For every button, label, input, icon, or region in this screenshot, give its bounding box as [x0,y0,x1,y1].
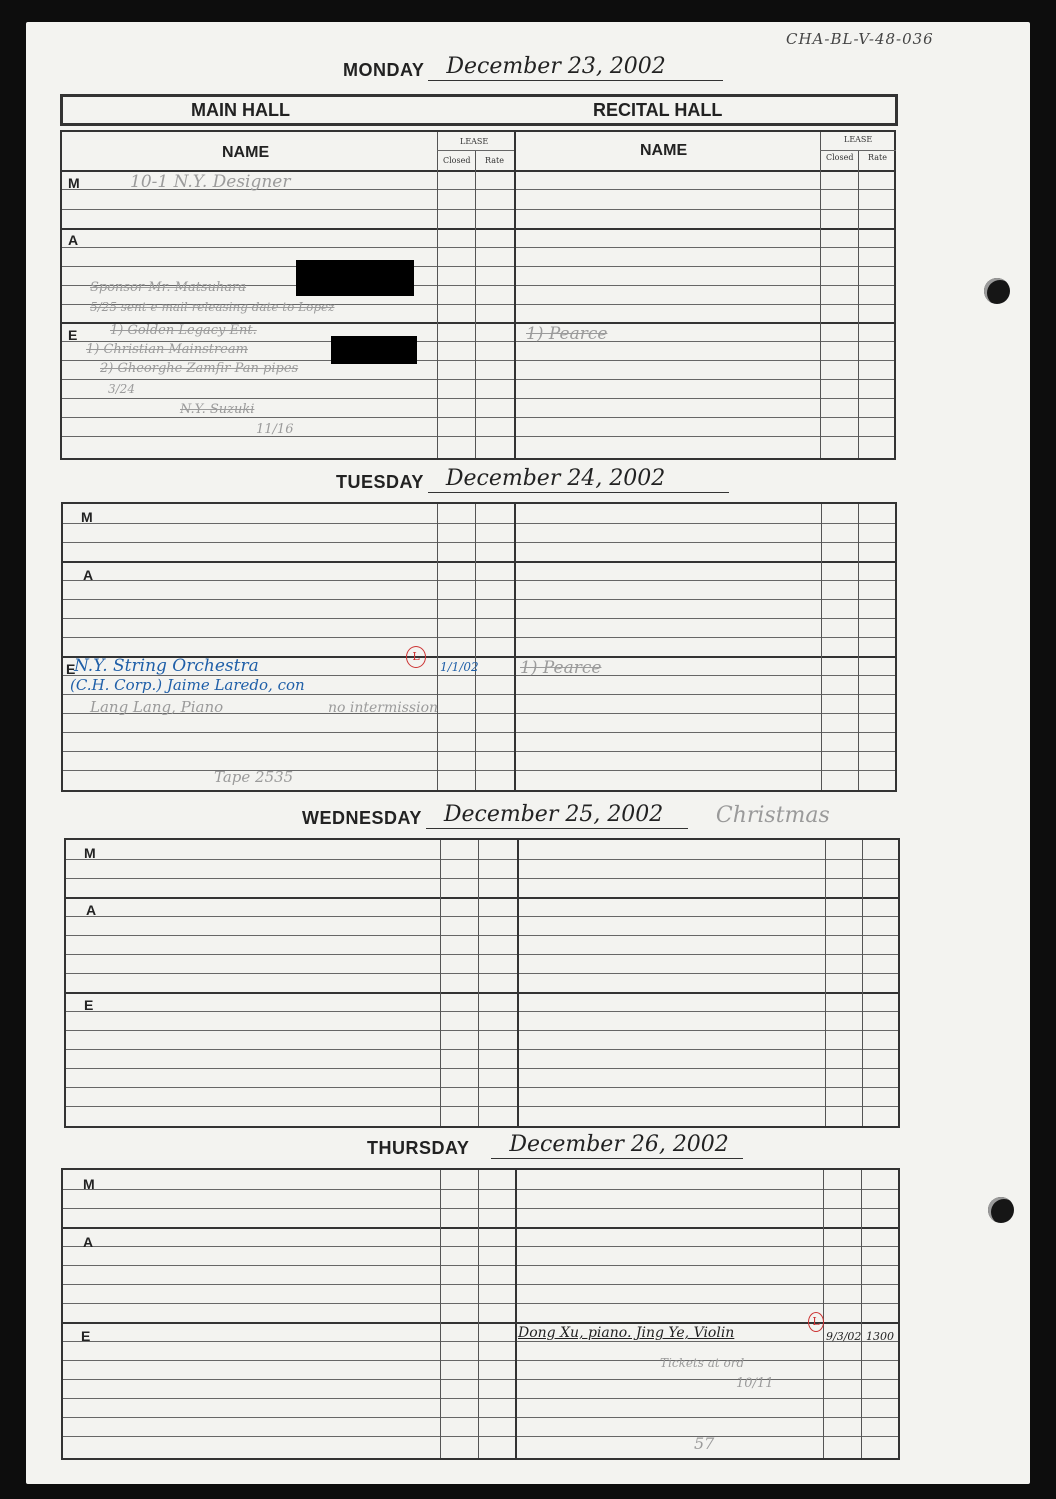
day-date: December 24, 2002 [428,466,729,493]
rate-header: Rate [868,153,887,162]
day-date: December 23, 2002 [428,54,723,81]
session-evening: E [81,1328,91,1344]
session-evening: E [84,997,94,1013]
thursday-grid [61,1168,900,1460]
punch-hole [984,278,1010,304]
main-hall-label: MAIN HALL [191,99,290,120]
rate-header: Rate [485,156,504,165]
tuesday-closed-date: 1/1/02 [440,660,479,674]
lease-header: LEASE [844,135,873,144]
redaction-block [331,336,417,364]
monday-morning-entry: 10-1 N.Y. Designer [130,172,291,192]
page-number: 57 [694,1434,715,1453]
holiday-note: Christmas [715,803,830,828]
reference-code: CHA-BL-V-48-036 [786,30,934,48]
session-evening: E [66,661,76,677]
tuesday-grid [61,502,897,792]
day-header-monday [343,54,723,81]
lease-header: LEASE [460,137,489,146]
thursday-rate: 1300 [866,1330,894,1343]
tuesday-evening-entry: (C.H. Corp.) Jaime Laredo, con [70,676,305,694]
recital-hall-label: RECITAL HALL [593,99,723,120]
session-afternoon: A [83,567,94,583]
monday-entry-line: 5/25 sent e-mail releasing date to Lopez [90,300,335,314]
session-morning: M [68,175,80,191]
thursday-recital-entry: Dong Xu, piano. Jing Ye, Violin [518,1325,735,1341]
session-morning: M [81,509,93,525]
monday-evening-entry: 1) Golden Legacy Ent. [110,323,257,338]
tuesday-evening-entry: Lang Lang, Piano [90,698,224,716]
session-evening: E [68,327,78,343]
day-date: December 25, 2002 [426,802,688,829]
monday-evening-entry: 1) Christian Mainstream [86,342,248,357]
monday-evening-entry: 3/24 [108,382,135,396]
thursday-closed-date: 9/3/02 [826,1330,862,1343]
tuesday-evening-entry: N.Y. String Orchestra [74,656,259,676]
session-afternoon: A [86,902,97,918]
session-afternoon: A [68,232,79,248]
day-label: MONDAY [343,60,425,80]
punch-hole [988,1197,1014,1223]
monday-recital-entry: 1) Pearce [526,324,608,344]
tuesday-evening-note: no intermission [328,700,439,716]
tape-number: Tape 2535 [214,768,294,786]
session-morning: M [84,845,96,861]
name-header: NAME [222,144,270,161]
session-afternoon: A [83,1234,94,1250]
day-header-tuesday [336,466,729,493]
day-date: December 26, 2002 [491,1132,743,1159]
monday-evening-entry: 2) Gheorghe Zamfir Pan pipes [100,361,299,376]
day-label: TUESDAY [336,472,424,492]
tuesday-recital-entry: 1) Pearce [520,658,602,678]
day-label: WEDNESDAY [302,808,422,828]
name-header: NAME [640,142,688,159]
lease-circle-mark: L [406,646,426,668]
thursday-recital-note: 10/11 [736,1376,774,1391]
closed-header: Closed [826,153,854,162]
session-morning: M [83,1176,95,1192]
day-header-wednesday [302,802,830,829]
redaction-block [296,260,414,296]
day-header-thursday [367,1132,743,1159]
monday-entry-line: Sponsor Mr. Matsuhara [90,280,247,295]
day-label: THURSDAY [367,1138,470,1158]
lease-circle-mark: L [808,1312,824,1332]
monday-evening-entry: N.Y. Suzuki [180,402,255,417]
monday-evening-entry: 11/16 [256,422,294,437]
wednesday-grid [64,838,900,1128]
closed-header: Closed [443,156,471,165]
hall-header-bar [60,94,898,126]
thursday-recital-note: Tickets at ord [660,1356,745,1370]
